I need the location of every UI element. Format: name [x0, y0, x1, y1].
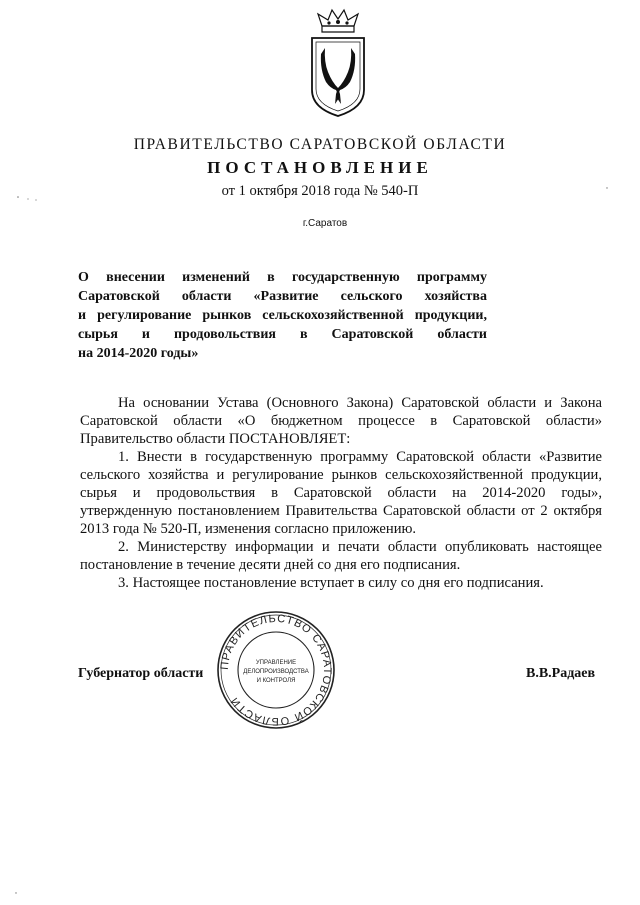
document-date-number: от 1 октября 2018 года № 540-П	[221, 183, 419, 199]
body-line: Правительство области ПОСТАНОВЛЯЕТ:	[80, 431, 351, 447]
signatory-title: Губернатор области	[78, 666, 204, 681]
body-line: сельского хозяйства и регулирование рынков сельскохозяйственной продукции,	[80, 467, 602, 483]
body-line: На основании Устава (Основного Закона) Саратовской области и Закона	[118, 395, 602, 411]
issue-place: г.Саратов	[302, 218, 348, 229]
title-line: и регулирование рынков сельскохозяйственной продукции,	[78, 308, 487, 323]
body-line: 3. Настоящее постановление вступает в силу со дня его подписания.	[118, 575, 544, 591]
body-line: утвержденную постановлением Правительства Саратовской области от 2 октября	[80, 503, 602, 519]
government-header: ПРАВИТЕЛЬСТВО САРАТОВСКОЙ ОБЛАСТИ	[133, 136, 507, 153]
title-line: на 2014-2020 годы»	[78, 346, 199, 361]
document-type-heading: ПОСТАНОВЛЕНИЕ	[207, 158, 433, 177]
body-line: Саратовской области «О бюджетном процессе в Саратовской области»	[80, 413, 602, 429]
body-line: постановление в течение десяти дней со дня его подписания.	[80, 557, 461, 573]
title-line: О внесении изменений в государственную программу	[78, 270, 487, 285]
body-line: сырья и продовольствия в Саратовской области на 2014-2020 годы»,	[80, 485, 602, 501]
signatory-name: В.В.Радаев	[526, 666, 596, 681]
title-line: сырья и продовольствия в Саратовской области	[78, 327, 487, 342]
title-line: Саратовской области «Развитие сельского хозяйства	[78, 289, 487, 304]
body-line: 1. Внести в государственную программу Саратовской области «Развитие	[118, 449, 602, 465]
svg-text:И КОНТРОЛЯ: И КОНТРОЛЯ	[256, 678, 296, 684]
body-line: 2013 года № 520-П, изменения согласно приложению.	[80, 521, 417, 537]
coat-of-arms-emblem	[308, 8, 368, 120]
body-line: 2. Министерству информации и печати области опубликовать настоящее	[118, 539, 602, 555]
svg-text:ПРАВИТЕЛЬСТВО САРАТОВСКОЙ ОБЛА: ПРАВИТЕЛЬСТВО САРАТОВСКОЙ ОБЛАСТИ	[218, 612, 334, 728]
official-stamp	[214, 608, 338, 732]
svg-text:УПРАВЛЕНИЕ: УПРАВЛЕНИЕ	[255, 660, 297, 666]
svg-text:ДЕЛОПРОИЗВОДСТВА: ДЕЛОПРОИЗВОДСТВА	[243, 669, 309, 675]
